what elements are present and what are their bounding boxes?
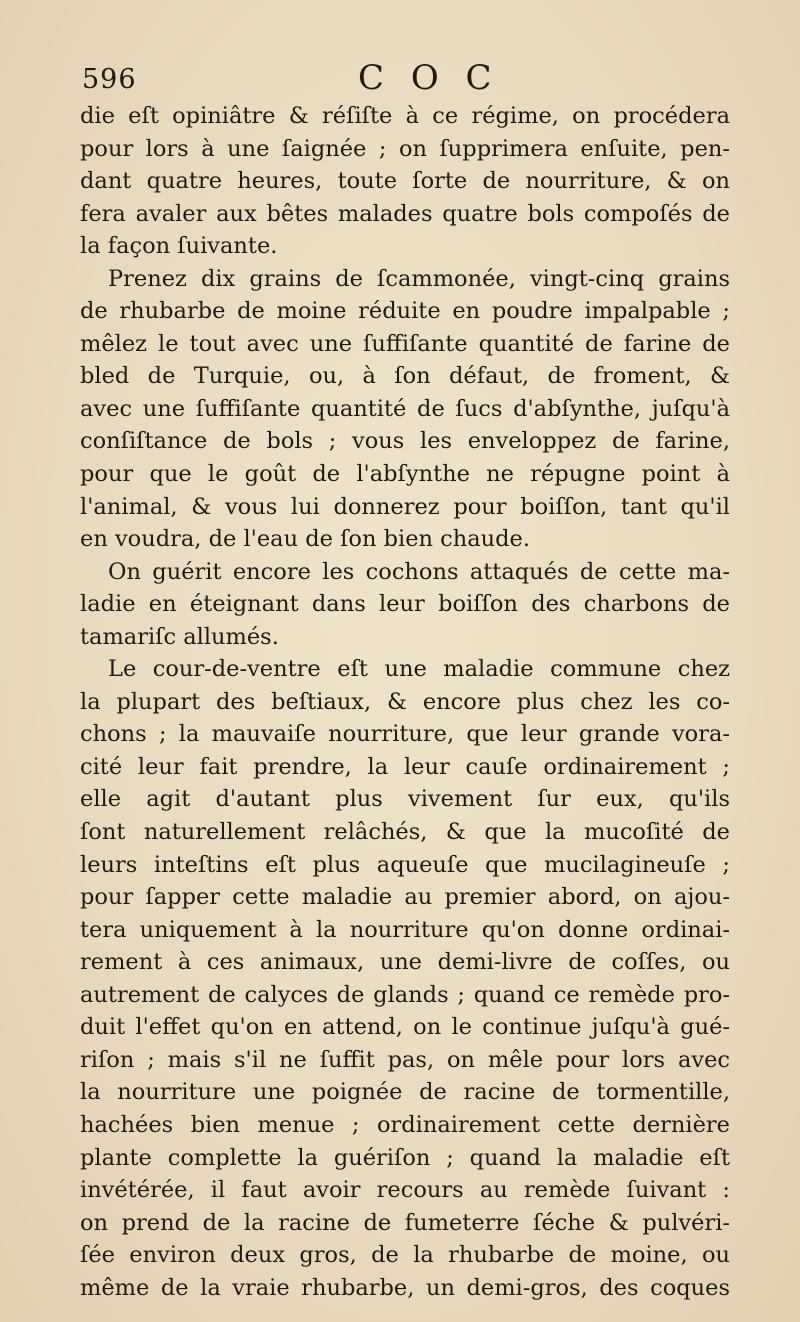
text-line: de rhubarbe de moine réduite en poudre impalpable ; — [80, 298, 730, 325]
text-line: plante complette la guériſon ; quand la maladie eſt — [80, 1144, 730, 1171]
text-line: même de la vraie rhubarbe, un demi-gros, des coques — [80, 1274, 730, 1301]
text-line: chons ; la mauvaiſe nourriture, que leur grande vora- — [80, 721, 730, 748]
running-head: C O C — [358, 58, 500, 98]
paragraph-first-line: Le cour-de-ventre eſt une maladie commune chez — [108, 656, 730, 683]
text-line: ſont naturellement relâchés, & que la mucoſité de — [80, 819, 730, 846]
paragraph-first-line: On guérit encore les cochons attaqués de cette ma- — [108, 558, 730, 585]
text-line: duit l'effet qu'on en attend, on le continue juſqu'à gué- — [80, 1014, 730, 1041]
paragraph-first-line: Prenez dix grains de ſcammonée, vingt-cinq grains — [108, 265, 730, 292]
text-line: on prend de la racine de fumeterre ſéche & pulvéri- — [80, 1209, 730, 1236]
text-line: pour que le goût de l'abſynthe ne répugne point à — [80, 461, 730, 488]
text-line: ſée environ deux gros, de la rhubarbe de moine, ou — [80, 1242, 730, 1269]
text-line: pour ſapper cette maladie au premier abord, on ajou- — [80, 884, 730, 911]
text-line: avec une ſuffiſante quantité de ſucs d'abſynthe, juſqu'à — [80, 395, 730, 422]
text-line: autrement de calyces de glands ; quand ce remède pro- — [80, 981, 730, 1008]
text-line: die eſt opiniâtre & réſiſte à ce régime, on procédera — [80, 103, 730, 129]
page-number: 596 — [82, 64, 137, 95]
text-line: pour lors à une ſaignée ; on ſupprimera enſuite, pen- — [80, 135, 730, 162]
text-line: invétérée, il faut avoir recours au remède ſuivant : — [80, 1177, 730, 1204]
text-line: rement à ces animaux, une demi-livre de coſſes, ou — [80, 949, 730, 976]
text-line: conſiſtance de bols ; vous les enveloppez de farine, — [80, 428, 730, 455]
text-line: l'animal, & vous lui donnerez pour boiſſon, tant qu'il — [80, 493, 730, 520]
text-line: bled de Turquie, ou, à ſon défaut, de froment, & — [80, 363, 730, 390]
text-line: la nourriture une poignée de racine de tormentille, — [80, 1079, 730, 1106]
text-line: hachées bien menue ; ordinairement cette dernière — [80, 1111, 730, 1138]
body-text — [80, 100, 730, 1304]
text-line: cité leur fait prendre, la leur cauſe ordinairement ; — [80, 753, 730, 780]
text-line: fera avaler aux bêtes malades quatre bols compoſés de — [80, 200, 730, 227]
text-line: dant quatre heures, toute ſorte de nourriture, & on — [80, 168, 730, 195]
text-line: tera uniquement à la nourriture qu'on donne ordinai- — [80, 916, 730, 943]
text-line: elle agit d'autant plus vivement ſur eux, qu'ils — [80, 786, 730, 813]
text-line: la plupart des beſtiaux, & encore plus chez les co- — [80, 688, 730, 715]
text-line: riſon ; mais s'il ne ſuffit pas, on mêle pour lors avec — [80, 1046, 730, 1073]
text-line: leurs inteſtins eſt plus aqueuſe que mucilagineuſe ; — [80, 851, 730, 878]
page-header — [78, 58, 738, 98]
text-line: en voudra, de l'eau de ſon bien chaude. — [80, 526, 531, 553]
text-line: tamariſc allumés. — [80, 623, 279, 650]
text-line: mêlez le tout avec une ſuffiſante quantité de farine de — [80, 330, 730, 357]
text-line: la façon ſuivante. — [80, 233, 278, 260]
text-line: ladie en éteignant dans leur boiſſon des charbons de — [80, 591, 730, 618]
